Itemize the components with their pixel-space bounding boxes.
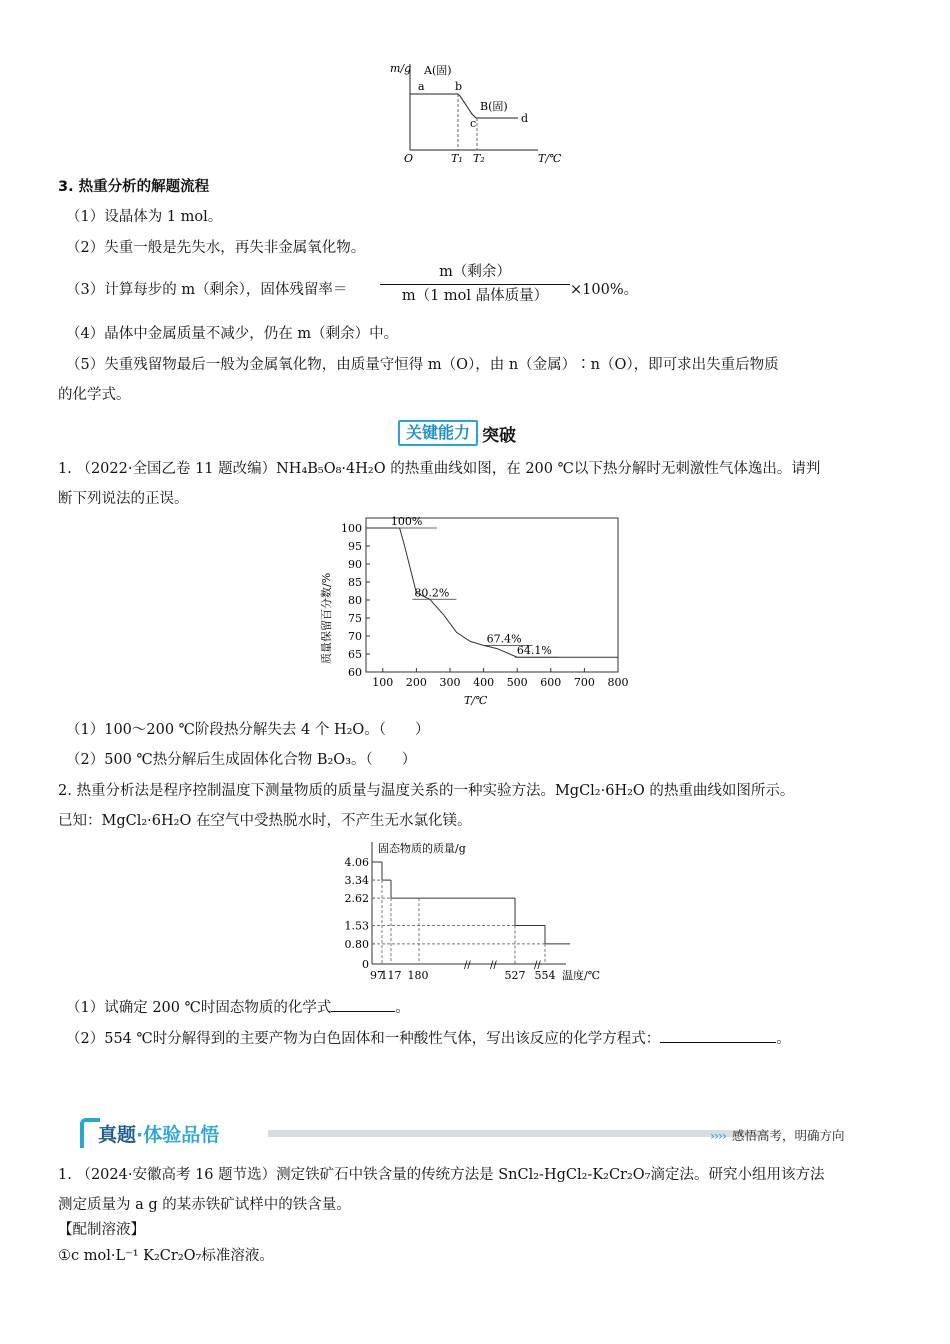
origin: O (404, 152, 414, 165)
label-B: B(固) (480, 100, 508, 113)
chart2-ylabel: 固态物质的质量/g (378, 842, 466, 855)
q1-stem-line2: 断下列说法的正误。 (58, 491, 189, 507)
banner-right: ›››› 感悟高考，明确方向 (710, 1128, 845, 1143)
q3-stem-line1: 1. （2024·安徽高考 16 题节选）测定铁矿石中铁含量的传统方法是 SnCl₂-HgCl₂-K₂Cr₂O₇滴定法。研究小组用该方法 (58, 1167, 825, 1183)
chart1-data-label: 67.4% (486, 632, 522, 646)
chart1-ytick-label: 65 (348, 648, 362, 661)
step-3-prefix: （3）计算每步的 m（剩余），固体残留率＝ (66, 282, 348, 298)
step-2: （2）失重一般是先失水，再失非金属氧化物。 (66, 240, 366, 256)
chart1-ytick-label: 90 (348, 558, 362, 571)
tg-curve-chart-1 (318, 514, 638, 710)
banner-corner-icon (80, 1118, 100, 1148)
chart1-xtick-label: 300 (439, 676, 461, 689)
chart2-axis-break: // (490, 960, 497, 971)
chart1-xtick-label: 600 (540, 676, 562, 689)
step-1: （1）设晶体为 1 mol。 (66, 209, 223, 225)
q2-stem-line2: 已知：MgCl₂·6H₂O 在空气中受热脱水时，不产生无水氯化镁。 (58, 813, 472, 829)
chart1-ytick-label: 75 (348, 612, 362, 625)
chart2-ytick-label: 3.34 (344, 874, 369, 888)
q2-part1-answer-blank[interactable] (331, 997, 395, 1012)
banner-stripe (268, 1130, 768, 1137)
chart1-xtick-label: 500 (506, 676, 528, 689)
chart1-xtick-label: 700 (573, 676, 595, 689)
chart1-ytick-label: 95 (348, 540, 362, 553)
q2-part2-text: （2）554 ℃时分解得到的主要产物为白色固体和一种酸性气体，写出该反应的化学方程式： (66, 1031, 661, 1047)
q2-part1 (66, 996, 410, 1017)
label-a: a (418, 80, 425, 93)
q3-subheading: 【配制溶液】 (58, 1222, 145, 1238)
q1-part2: （2）500 ℃热分解后生成固体化合物 B₂O₃。（ ） (66, 752, 417, 768)
step-4: （4）晶体中金属质量不减少，仍在 m（剩余）中。 (66, 326, 399, 342)
q1-part1: （1）100～200 ℃阶段热分解失去 4 个 H₂O。（ ） (66, 722, 430, 738)
chart2-axis-break: // (534, 960, 541, 971)
step-3-suffix: ×100%。 (570, 282, 639, 298)
label-T1: T₁ (451, 152, 463, 165)
chart2-ytick-label: 0 (362, 958, 369, 971)
q2-part2 (66, 1027, 791, 1048)
chart1-xtick-label: 800 (607, 676, 629, 689)
chart2-ytick-label: 0.80 (344, 937, 369, 951)
chart1-ytick-label: 100 (341, 522, 362, 535)
residue-fraction (380, 262, 570, 307)
chart1-xtick-label: 200 (405, 676, 427, 689)
fraction-bar (380, 284, 570, 285)
chart2-ytick-label: 1.53 (344, 919, 369, 933)
chart2-xtick-label: 117 (380, 969, 402, 982)
q3-stem-line2: 测定质量为 a g 的某赤铁矿试样中的铁含量。 (58, 1197, 351, 1213)
section-banner (78, 1118, 878, 1148)
chart2-xtick-label: 97 (370, 969, 384, 982)
badge-suffix: 突破 (482, 425, 517, 446)
label-A: A(固) (424, 64, 452, 77)
label-b: b (455, 80, 463, 93)
chart1-frame (366, 518, 618, 672)
q2-part2-end: 。 (776, 1031, 791, 1047)
q2-part2-answer-blank[interactable] (660, 1028, 776, 1043)
y-label: m/g (390, 62, 412, 75)
chart1-ytick-label: 70 (348, 630, 362, 643)
chart1-xtick-label: 100 (372, 676, 394, 689)
chart1-ytick-label: 80 (348, 594, 362, 607)
chart2-axis-break: // (464, 960, 471, 971)
chart2-ytick-label: 2.62 (344, 892, 369, 906)
chevrons-icon: ›››› (710, 1128, 726, 1143)
chart2-xtick-label: 180 (407, 969, 429, 982)
label-T2: T₂ (473, 152, 485, 165)
chart1-data-label: 100% (390, 515, 423, 528)
q3-item-1: ①c mol·L⁻¹ K₂Cr₂O₇标准溶液。 (58, 1248, 274, 1264)
chart2-xtick-label: 527 (504, 969, 526, 982)
fraction-denominator: m（1 mol 晶体质量） (401, 288, 549, 304)
fraction-numerator: m（剩余） (439, 264, 511, 280)
label-d: d (521, 112, 529, 125)
q2-stem-line1: 2. 热重分析法是程序控制温度下测量物质的质量与温度关系的一种实验方法。MgCl₂·6H₂O 的热重曲线如图所示。 (58, 783, 795, 799)
chart1-xlabel: T/℃ (464, 694, 488, 707)
chart2-xlabel: 温度/℃ (562, 969, 601, 982)
tg-curve-chart-2 (334, 836, 624, 986)
x-label: T/℃ (538, 152, 562, 165)
banner-title: 真题·体验品悟 (98, 1124, 220, 1146)
key-ability-badge (398, 419, 516, 447)
label-c: c (470, 117, 477, 130)
q2-part1-end: 。 (395, 1000, 410, 1016)
tg-schematic-figure (388, 56, 568, 166)
chart2-ytick-label: 4.06 (344, 856, 369, 869)
chart1-ytick-label: 60 (348, 666, 362, 679)
chart1-ylabel: 质量保留百分数/% (320, 572, 333, 664)
section-heading: 3. 热重分析的解题流程 (58, 179, 210, 195)
step-5-line2: 的化学式。 (58, 387, 131, 403)
chart1-data-label: 64.1% (516, 644, 552, 658)
chart2-xtick-label: 554 (534, 969, 556, 982)
q1-stem-line1: 1. （2022·全国乙卷 11 题改编）NH₄B₅O₈·4H₂O 的热重曲线如图，在 200 ℃以下热分解时无刺激性气体逸出。请判 (58, 461, 821, 477)
chart1-ytick-label: 85 (348, 576, 362, 589)
step-5-line1: （5）失重残留物最后一般为金属氧化物，由质量守恒得 m（O），由 n（金属）∶n（O），即可求出失重后物质 (66, 357, 779, 373)
chart1-data-label: 80.2% (414, 586, 450, 600)
chart1-xtick-label: 400 (473, 676, 495, 689)
q2-part1-text: （1）试确定 200 ℃时固态物质的化学式 (66, 1000, 332, 1016)
badge-label: 关键能力 (398, 420, 478, 446)
